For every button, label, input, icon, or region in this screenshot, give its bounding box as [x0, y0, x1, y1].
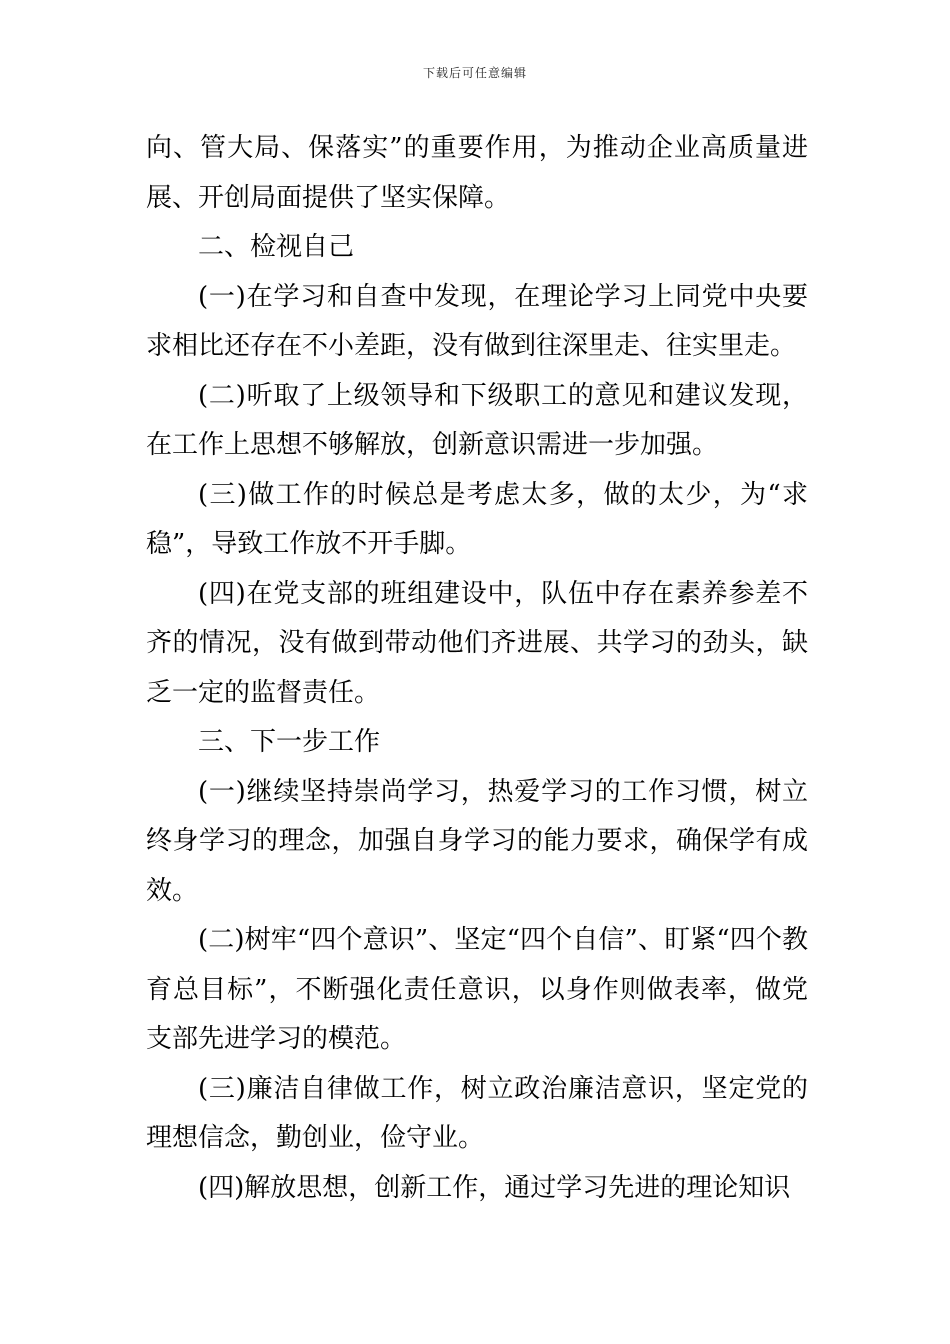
section-heading-self-review: 二、检视自己	[198, 232, 355, 262]
paragraph-review-1: (一)在学习和自查中发现，在理论学习上同党中央要求相比还存在不小差距，没有做到往深里走、往实里走。	[146, 281, 808, 361]
paragraph-next-3: (三)廉洁自律做工作，树立政治廉洁意识，坚定党的理想信念，勤创业，俭守业。	[146, 1073, 808, 1153]
paragraph-next-4: (四)解放思想，创新工作，通过学习先进的理论知识	[198, 1172, 791, 1203]
document-body	[146, 124, 808, 1213]
paragraph-review-3: (三)做工作的时候总是考虑太多，做的太少，为“求稳”，导致工作放不开手脚。	[146, 479, 808, 559]
paragraph-continuation: 向、管大局、保落实”的重要作用，为推动企业高质量进展、开创局面提供了坚实保障。	[146, 133, 808, 213]
page-header-note: 下载后可任意编辑	[422, 66, 527, 80]
paragraph-review-2: (二)听取了上级领导和下级职工的意见和建议发现，在工作上思想不够解放，创新意识需进一步加强。	[146, 380, 808, 460]
paragraph-review-4: (四)在党支部的班组建设中，队伍中存在素养参差不齐的情况，没有做到带动他们齐进展、共学习的劲头，缺乏一定的监督责任。	[146, 578, 808, 708]
section-heading-next-steps: 三、下一步工作	[198, 727, 381, 757]
paragraph-next-1: (一)继续坚持崇尚学习，热爱学习的工作习惯，树立终身学习的理念，加强自身学习的能力要求，确保学有成效。	[146, 776, 808, 906]
paragraph-next-2: (二)树牢“四个意识”、坚定“四个自信”、盯紧“四个教育总目标”，不断强化责任意识，以身作则做表率，做党支部先进学习的模范。	[146, 925, 808, 1054]
